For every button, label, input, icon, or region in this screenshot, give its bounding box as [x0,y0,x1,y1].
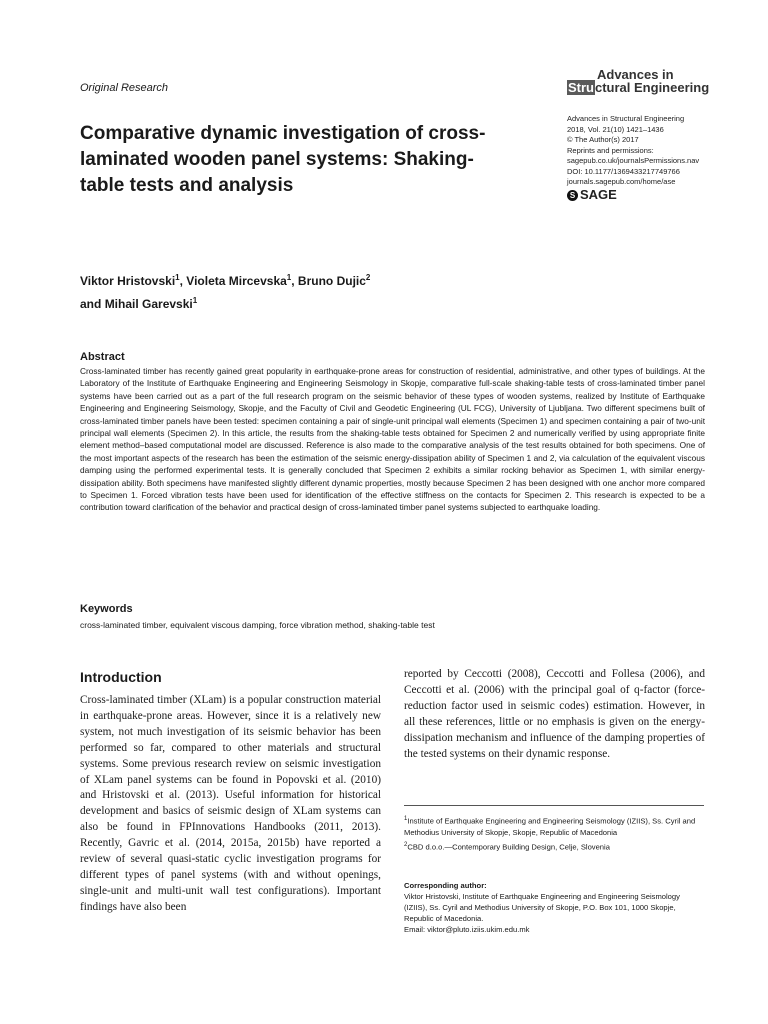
journal-logo-rest: ctural Engineering [595,80,710,95]
meta-volume: 2018, Vol. 21(10) 1421–1436 [567,124,664,134]
author-name[interactable]: Bruno Dujic [297,274,366,288]
journal-meta [567,114,727,201]
journal-logo [567,68,709,94]
sage-icon: S [567,190,578,201]
article-type: Original Research [80,82,169,94]
article-title: Comparative dynamic investigation of cross-laminated wooden panel systems: Shaking-table tests and analysis [80,123,486,196]
meta-permissions-link[interactable]: sagepub.co.uk/journalsPermissions.nav [567,156,700,165]
meta-journal: Advances in Structural Engineering [567,114,685,123]
affiliations [404,814,704,852]
keywords-heading: Keywords [80,603,133,615]
meta-reprints: Reprints and permissions: [567,145,654,155]
affiliation-2: $^2$CBD d.o.o.—Contemporary Building Design, Celje, Slovenia [404,841,610,852]
corresponding-address: Viktor Hristovski, Institute of Earthquake Engineering and Engineering Seismology (IZIIS), Ss. Cyril and Methodius University of Skopje, P.O. Box 101, 1000 Skopje, Republic of Macedonia. [404,892,680,923]
footnote-divider [404,805,704,806]
affiliation-marker: 1 [192,296,198,305]
intro-column-2: reported by Ceccotti (2008), Ceccotti and Follesa (2006), and Ceccotti et al. (2006) with the principal goal of q-factor (force-reduction factor used in seismic codes) estimation. However, in all these references, little or no emphasis is given on the energy-dissipation mechanism and influence of the damping properties of the tested systems on their dynamic response. [404,668,705,760]
author-name[interactable]: Viktor Hristovski [80,274,176,288]
meta-copyright: © The Author(s) 2017 [567,135,639,144]
corresponding-author [404,880,704,935]
abstract-heading: Abstract [80,351,125,363]
introduction-heading: Introduction [80,669,162,685]
publisher-logo [567,186,727,202]
affiliation-marker: 1 [286,273,292,282]
intro-column-1: Cross-laminated timber (XLam) is a popular construction material in earthquake-prone areas. However, since it is a relatively new system, not much investigation of its seismic behavior has been performed so far, compared to other materials and structural systems. Some previous research review on seismic investigation of XLam panel systems can be found in Popovski et al. (2010) and Hristovski et al. (2013). Useful information for historical development and basics of seismic design of XLam systems can also be found in FPInnovations Handbooks (2011, 2013). Recently, Gavric et al. (2014, 2015a, 2015b) have reported a review of several quasi-static cyclic investigation programs for different types of panel systems (with and without openings, single-unit and multi-unit wall test configurations). Important findings have also been [80,694,381,913]
affiliation-1: $^1$Institute of Earthquake Engineering and Engineering Seismology (IZIIS), Ss. Cyril and Methodius University of Skopje, Skopje, Republic of Macedonia [404,816,696,837]
corresponding-heading: Corresponding author: [404,881,487,890]
keywords-text: cross-laminated timber, equivalent viscous damping, force vibration method, shaking-table test [80,620,435,630]
corresponding-email[interactable]: Email: viktor@pluto.iziis.ukim.edu.mk [404,925,530,934]
author-name[interactable]: Mihail Garevski [104,297,193,311]
publisher-name: SAGE [580,186,617,202]
affiliation-marker: 2 [365,273,371,282]
journal-logo-highlight: Stru [568,80,594,95]
abstract-text: Cross-laminated timber has recently gained great popularity in earthquake-prone areas for construction of residential, administrative, and other types of buildings. At the Laboratory of the Institute of Earthquake Engineering and Engineering Seismology in Skopje, comparative full-scale shaking-table tests of cross-laminated timber panel systems have been carried out as a part of the full research program on the seismic behavior of these types of wooden systems, realized by Institute of Earthquake Engineering and Engineering Seismology, Skopje, and the Faculty of Civil and Geodetic Engineering (UL FCG), University of Ljubljana. Two different specimens built of cross-laminated timber panels have been tested: specimen containing a pair of single-unit principal wall elements (Specimen 1) and specimen containing a pair of two-unit principal wall elements (Specimen 2). In this article, the results from the shaking-table tests obtained for Specimen 2 and numerically verified by using appropriate finite element method–based computational model are discussed. Reference is also made to the comparative analysis of the test results obtained for both specimens. One of the most important aspects of the research has been the estimation of the seismic energy-dissipation ability of Specimen 1 and 2, via calculation of the equivalent viscous damping using the performed experimental tests. It is generally concluded that Specimen 2 exhibits a similar rocking behavior as Specimen 1, with similar energy-dissipation ability. Both specimens have manifested slightly different dynamic properties, mostly because Specimen 2 has been designed with one anchor more compared to Specimen 1. Forced vibration tests have been used for identification of the effective stiffness on the contacts for Specimen 2. This research is expected to be a contribution toward clarification of the behavior and practical design of cross-laminated timber panel systems subjected to earthquake loading. [80,366,705,513]
author-list: Viktor Hristovski$^1$, Violeta Mircevska$^1$, Bruno Dujic$^2$ and Mihail Garevski$^1$ [80,273,371,311]
affiliation-marker: 1 [175,273,180,282]
journal-logo-line1: Advances in [597,67,674,82]
meta-doi[interactable]: DOI: 10.1177/1369433217749766 [567,166,680,176]
meta-journal-home[interactable]: journals.sagepub.com/home/ase [567,177,676,186]
author-name[interactable]: Violeta Mircevska [186,274,287,288]
author-conjunction: and [80,297,102,311]
